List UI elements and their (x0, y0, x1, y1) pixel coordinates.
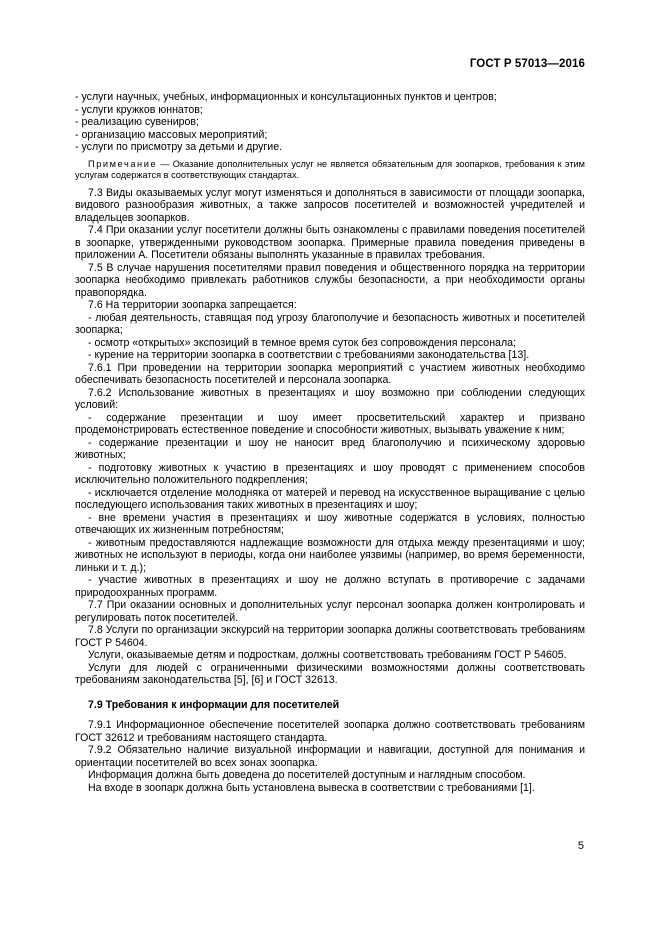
note-text: — Оказание дополнительных услуг не является обязательным для зоопарков, требования к этим услугам содержатся в соответствующих стандартах. (75, 158, 585, 180)
section-title: 7.9 Требования к информации для посетителей (88, 698, 340, 711)
list-item: - содержание презентации и шоу не наносит вред благополучию и психическому здоровью животных; (75, 436, 585, 461)
paragraph-7-6: 7.6 На территории зоопарка запрещается: (88, 299, 297, 311)
note-label: Примечание (88, 158, 158, 169)
paragraph-7-5: 7.5 В случае нарушения посетителями правил поведения и общественного порядка на территории зоопарка необходимо привлекать работников службы безопасности, а при необходимости органы правопорядка. (75, 261, 585, 299)
paragraph-7-6-2: 7.6.2 Использование животных в презентациях и шоу возможно при соблюдении следующих условий: (75, 386, 585, 411)
note (75, 159, 585, 181)
list-item: - вне времени участия в презентациях и шоу животные содержатся в условиях, полностью отвечающих их жизненным потребностям; (75, 511, 585, 536)
list-item: - услуги кружков юннатов; (75, 103, 203, 116)
list-item: - любая деятельность, ставящая под угрозу благополучие и безопасность животных и посетителей зоопарка; (75, 311, 585, 336)
list-item: - реализацию сувениров; (75, 116, 199, 128)
document-body (75, 91, 585, 794)
paragraph-7-4: 7.4 При оказании услуг посетители должны быть ознакомлены с правилами поведения посетителей в зоопарке, утвержденными руководством зоопарка. Примерные правила поведения приведены в приложении А. Посетители обязаны выполнять указанные в правилах требования. (75, 224, 585, 261)
paragraph-7-8: 7.8 Услуги по организации экскурсий на территории зоопарка должны соответствовать требованиям ГОСТ Р 54604. (75, 624, 585, 649)
page-number: 5 (577, 840, 584, 852)
paragraph-7-9-1: 7.9.1 Информационное обеспечение посетителей зоопарка должно соответствовать требованиям ГОСТ 32612 и требованиям настоящего стандарта. (75, 719, 585, 744)
list-item: - исключается отделение молодняка от матерей и перевод на искусственное выращивание с целью последующего использования таких животных в презентациях и шоу; (75, 486, 585, 511)
services-list (75, 91, 585, 154)
paragraph-7-7: 7.7 При оказании основных и дополнительных услуг персонал зоопарка должен контролировать и регулировать поток посетителей. (75, 599, 585, 624)
document-header: ГОСТ Р 57013—2016 (469, 58, 585, 70)
paragraph-7-9-2: 7.9.2 Обязательно наличие визуальной информации и навигации, доступной для понимания и ориентации посетителей во всех зонах зоопарка. (75, 744, 585, 769)
list-item: - услуги по присмотру за детьми и другие. (75, 141, 283, 153)
paragraph-7-9-2-a: Информация должна быть доведена до посетителей доступным и наглядным способом. (88, 769, 526, 781)
paragraph-7-6-1: 7.6.1 При проведении на территории зоопарка мероприятий с участием животных необходимо обеспечивать безопасность посетителей и персонала зоопарка. (75, 361, 585, 386)
list-item: - содержание презентации и шоу имеет просветительский характер и призвано продемонстрировать естественное поведение и способности животных, вызывать уважение к ним; (75, 411, 585, 436)
list-item: - услуги научных, учебных, информационных и консультационных пунктов и центров; (75, 91, 497, 103)
paragraph-7-8-accessibility: Услуги для людей с ограниченными физическими возможностями должны соответствовать требованиям законодательства [5], [6] и ГОСТ 32613. (75, 661, 585, 686)
list-item: - курение на территории зоопарка в соответствии с требованиями законодательства [13]. (88, 349, 530, 361)
paragraph-7-9-2-b: На входе в зоопарк должна быть установлена вывеска в соответствии с требованиями [1]. (88, 781, 535, 794)
list-item: - осмотр «открытых» экспозиций в темное время суток без сопровождения персонала; (88, 336, 516, 349)
list-item: - подготовку животных к участию в презентациях и шоу проводят с применением способов исключительно положительного подкрепления; (75, 461, 585, 486)
list-item: - организацию массовых мероприятий; (75, 128, 268, 141)
paragraph-7-8-children: Услуги, оказываемые детям и подросткам, должны соответствовать требованиям ГОСТ Р 54605. (88, 649, 567, 661)
list-item: - животным предоставляются надлежащие возможности для отдыха между презентациями и шоу; животных не используют в периоды, когда они наиболее уязвимы (например, во время беременности, линьки и т. д.); (75, 536, 585, 574)
paragraph-7-3: 7.3 Виды оказываемых услуг могут изменяться и дополняться в зависимости от площади зоопарка, видового разнообразия животных, а также запросов посетителей и возможностей учредителей и владельцев зоопарков. (75, 186, 585, 224)
list-item: - участие животных в презентациях и шоу не должно вступать в противоречие с задачами природоохранных программ. (75, 574, 585, 599)
